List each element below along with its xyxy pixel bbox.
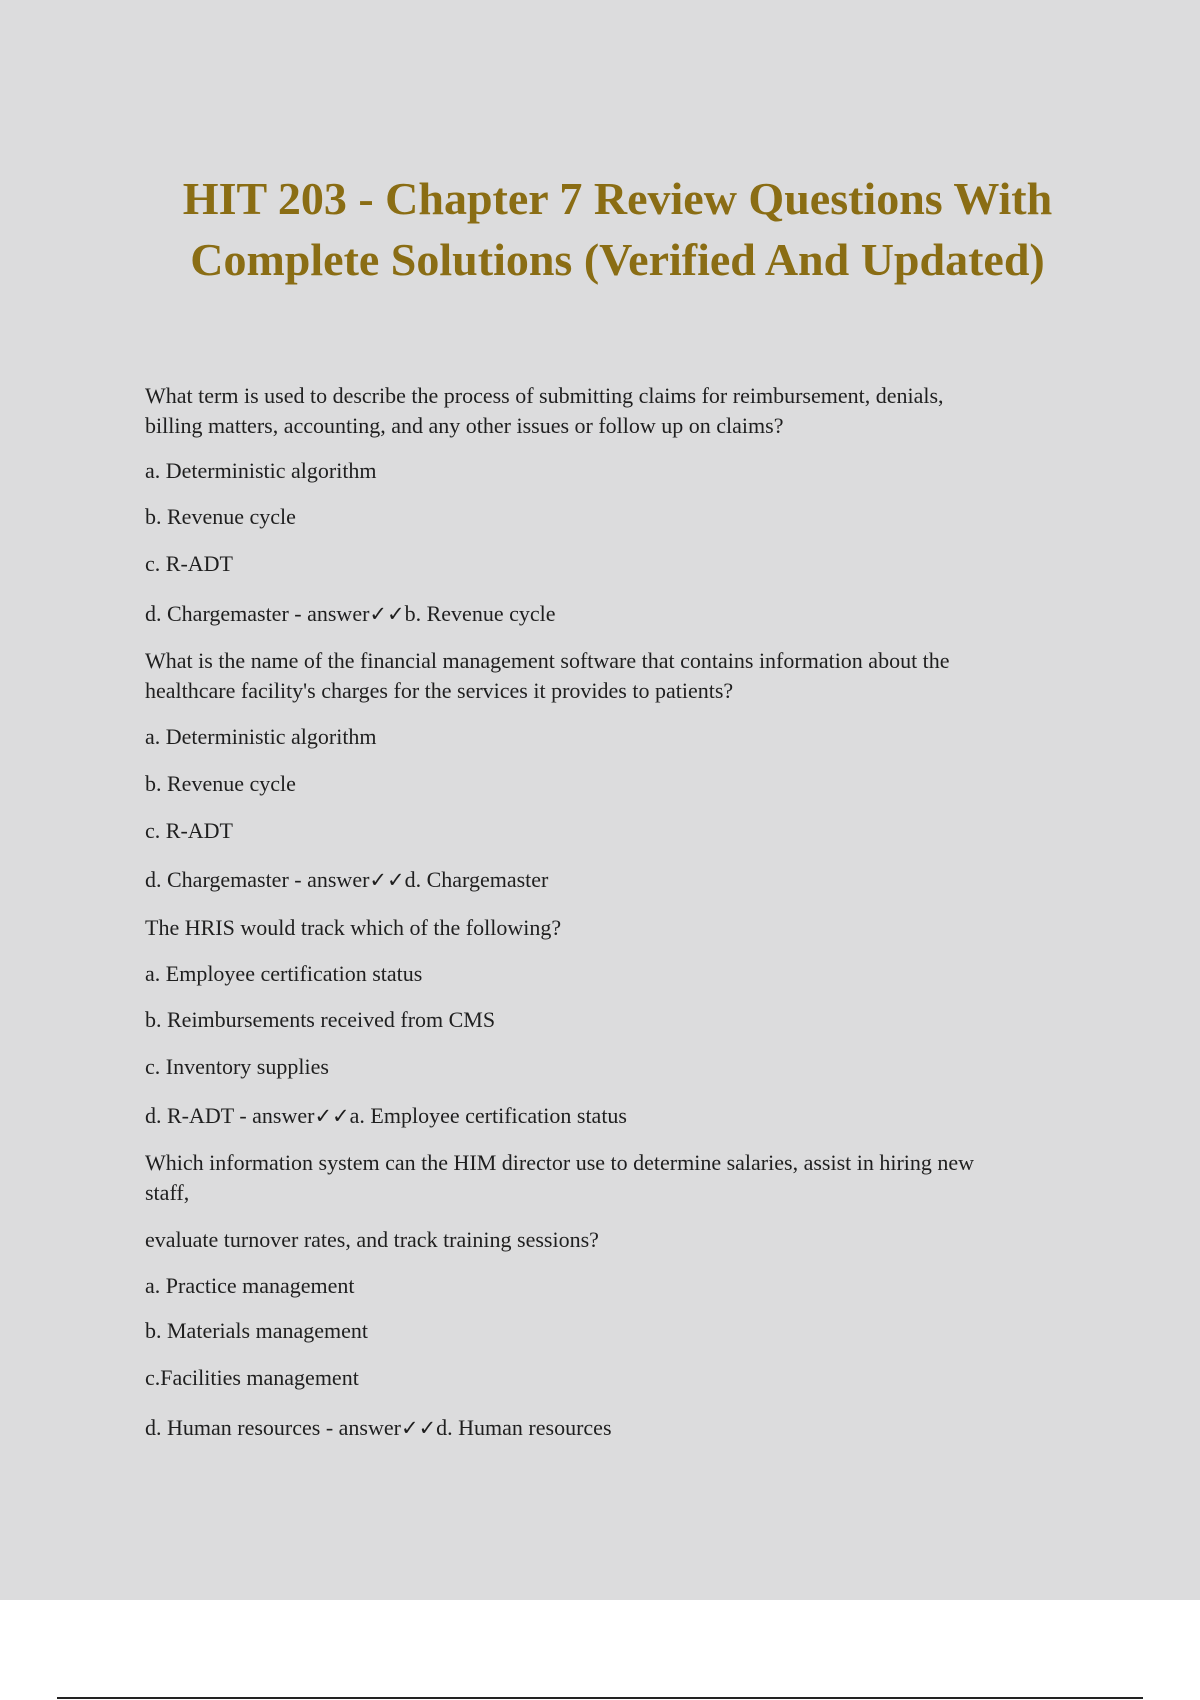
question-4-stem-line-2: staff, (145, 1180, 190, 1205)
question-2-answer: d. Chargemaster (404, 867, 549, 892)
question-4-option-b: b. Materials management (145, 1318, 368, 1343)
question-1-option-a: a. Deterministic algorithm (145, 458, 377, 483)
question-4-option-c: c.Facilities management (145, 1365, 359, 1390)
question-1-stem-line-2: billing matters, accounting, and any other issues or follow up on claims? (145, 413, 784, 438)
question-2-stem-line-1: What is the name of the financial management software that contains information about the (145, 648, 950, 673)
question-4-answer: d. Human resources (436, 1415, 612, 1440)
question-2-stem-line-2: healthcare facility's charges for the services it provides to patients? (145, 678, 734, 703)
question-3-option-c: c. Inventory supplies (145, 1054, 329, 1079)
checkmark-icon: ✓✓ (400, 1416, 437, 1440)
checkmark-icon: ✓✓ (369, 602, 405, 626)
question-2-option-b: b. Revenue cycle (145, 771, 296, 796)
question-1-option-d-label: d. Chargemaster - answer (145, 601, 370, 626)
question-list (145, 0, 1095, 1600)
title-line-1: HIT 203 - Chapter 7 Review Questions With (182, 173, 1053, 224)
question-1-stem-line-1: What term is used to describe the process of submitting claims for reimbursement, denials, (145, 383, 944, 408)
question-2-option-d-answer (145, 865, 548, 895)
question-2-option-a: a. Deterministic algorithm (145, 724, 377, 749)
question-3-stem-line-1: The HRIS would track which of the following? (145, 915, 562, 940)
question-1-option-d-answer (145, 599, 555, 629)
question-4-option-a: a. Practice management (145, 1273, 355, 1298)
question-1-option-b: b. Revenue cycle (145, 504, 296, 529)
checkmark-icon: ✓✓ (369, 868, 405, 892)
question-4-option-d-label: d. Human resources - answer (145, 1415, 401, 1440)
question-1-answer: b. Revenue cycle (404, 601, 556, 626)
checkmark-icon: ✓✓ (314, 1104, 350, 1128)
question-3-option-b: b. Reimbursements received from CMS (145, 1007, 496, 1032)
question-4-stem-line-1: Which information system can the HIM director use to determine salaries, assist in hiring new (145, 1150, 975, 1175)
question-2-option-d-label: d. Chargemaster - answer (145, 867, 370, 892)
question-4-stem-line-3: evaluate turnover rates, and track training sessions? (145, 1227, 599, 1252)
question-3-option-d-answer (145, 1101, 627, 1131)
question-3-option-a: a. Employee certification status (145, 961, 423, 986)
title-line-2: Complete Solutions (Verified And Updated) (190, 234, 1045, 285)
footer-divider (57, 1697, 1143, 1699)
question-1-option-c: c. R-ADT (145, 551, 233, 576)
question-3-answer: a. Employee certification status (349, 1103, 627, 1128)
question-2-option-c: c. R-ADT (145, 818, 233, 843)
question-3-option-d-label: d. R-ADT - answer (145, 1103, 315, 1128)
question-4-option-d-answer (145, 1413, 612, 1443)
